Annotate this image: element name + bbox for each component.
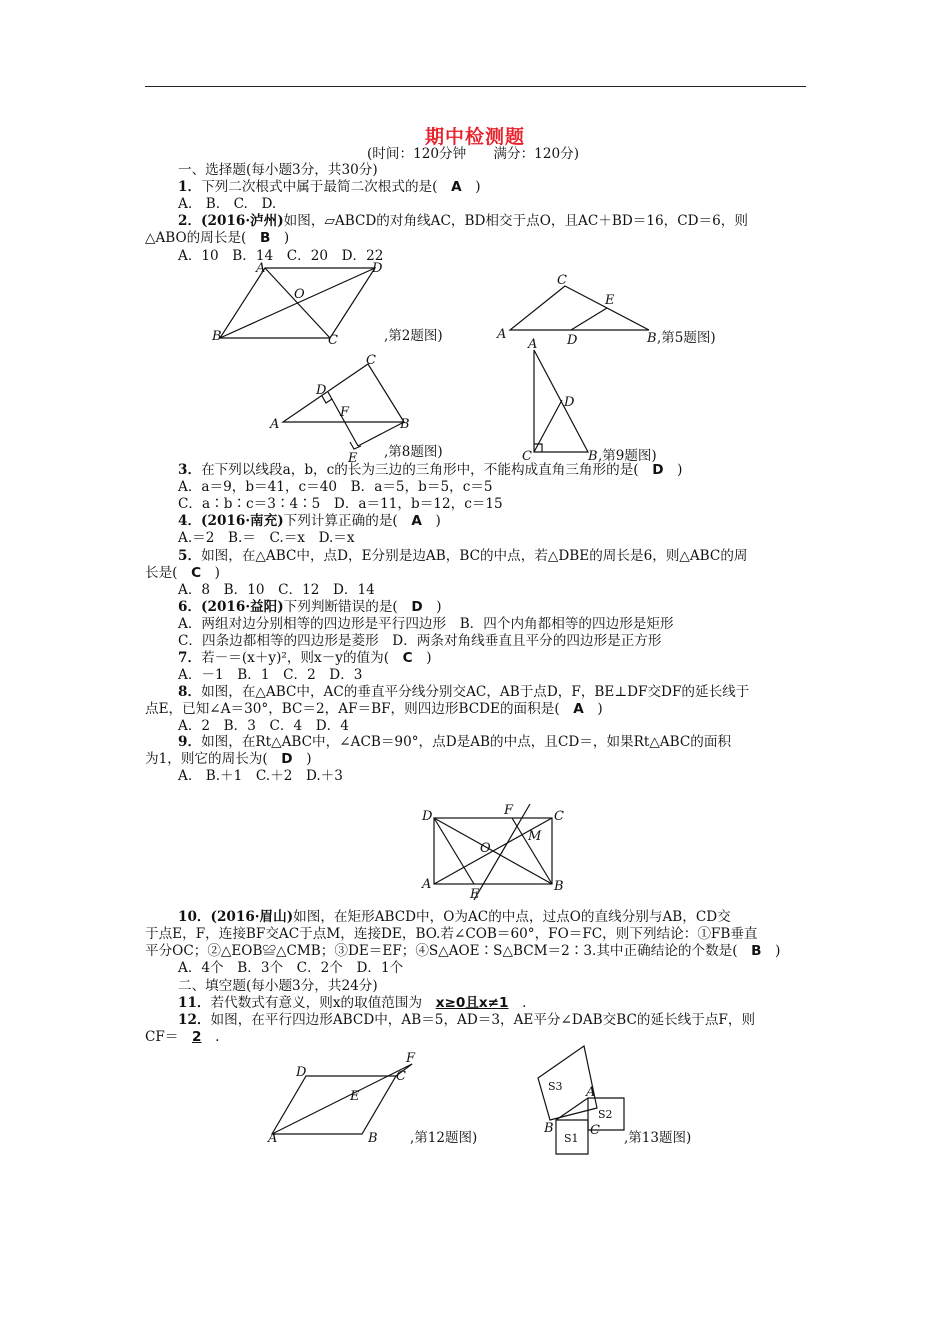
label-A: A (497, 327, 507, 342)
label-D: D (296, 1065, 307, 1080)
line-end: . (522, 995, 527, 1011)
label-A: A (270, 417, 280, 432)
line-end: ) (775, 943, 781, 959)
answer: B (259, 230, 271, 246)
question-line (178, 162, 378, 179)
question-number: 11． (178, 995, 211, 1011)
question-text: CF＝ (145, 1029, 179, 1045)
caption-fig13: ,第13题图) (624, 1130, 692, 1146)
question-text: 在下列以线段a，b，c的长为三边的三角形中，不能构成直角三角形的是( (201, 462, 639, 478)
answer: D (411, 599, 423, 615)
question-line (178, 599, 442, 616)
label-B: B (212, 329, 222, 344)
answer: A (451, 179, 462, 195)
label-B: B (554, 879, 564, 894)
answer: A (573, 701, 584, 717)
question-line (145, 926, 758, 943)
label-A: A (528, 337, 538, 352)
question-number: 1． (178, 179, 202, 195)
page-title: 期中检测题 (424, 126, 525, 148)
question-text: 长是( (145, 565, 178, 581)
label-B: B (400, 417, 410, 432)
label-F: F (504, 803, 514, 818)
question-line (178, 616, 674, 633)
label-D: D (316, 383, 327, 398)
question-line (145, 565, 220, 582)
question-line (145, 943, 780, 960)
question-line (145, 751, 312, 768)
label-A: A (422, 877, 432, 892)
answer: C (191, 565, 202, 581)
caption-fig8: ,第8题图) (384, 444, 443, 460)
question-number: 4．(2016·南充) (178, 513, 284, 529)
figure-10 (420, 804, 570, 904)
question-line (178, 667, 362, 684)
question-number: 5． (178, 548, 202, 564)
question-text: 如图，在△ABC中，点D，E分别是边AB，BC的中点，若△DBE的周长是6，则△ABC的周 (201, 548, 748, 564)
question-number: 7． (178, 650, 202, 666)
question-number: 9． (178, 734, 202, 750)
question-text: 于点E，F，连接BF交AC于点M，连接DE，BO.若∠COB＝60°，FO＝FC，则下列结论：①FB垂直 (145, 926, 758, 942)
question-text: 如图，在△ABC中，AC的垂直平分线分别交AC，AB于点D，F，BE⊥DF交DF的延长线于 (201, 684, 750, 700)
question-line (178, 734, 731, 751)
question-line (178, 513, 441, 530)
question-line (178, 530, 355, 547)
question-text: A．a＝9，b＝41，c＝40 B．a＝5，b＝5，c＝5 (178, 479, 493, 495)
line-end: ) (475, 179, 481, 195)
label-A: A (586, 1085, 596, 1100)
question-text: C．a∶b∶c＝3∶4∶5 D．a＝11，b＝12，c＝15 (178, 496, 503, 512)
line-end: ) (283, 230, 290, 246)
question-line (178, 718, 349, 735)
fill-blank-answer: x≥0且x≠1 (435, 995, 509, 1011)
line-end: ) (426, 650, 432, 666)
question-line (178, 768, 343, 785)
question-text: C．四条边都相等的四边形是菱形 D．两条对角线垂直且平分的四边形是正方形 (178, 633, 662, 649)
label-D: D (422, 809, 433, 824)
question-text: 点E，已知∠A＝30°，BC＝2，AF＝BF，则四边形BCDE的面积是( (145, 701, 560, 717)
question-text: 如图，在矩形ABCD中，O为AC的中点，过点O的直线分别与AB，CD交 (293, 909, 731, 925)
figure-12 (264, 1051, 524, 1150)
question-text: A．－1 B．1 C．2 D．3 (178, 667, 363, 683)
label-B: B (544, 1121, 554, 1136)
question-line (178, 1012, 755, 1029)
answer: D (281, 751, 293, 767)
label-S1: S1 (564, 1132, 579, 1145)
caption-fig2: ,第2题图) (384, 328, 443, 344)
question-line (178, 633, 662, 650)
question-line (178, 496, 503, 513)
exam-info: (时间：120分钟 满分：120分) (367, 146, 580, 162)
label-C: C (590, 1123, 600, 1138)
label-F: F (340, 405, 350, 420)
question-line (178, 462, 682, 479)
line-end: ) (436, 599, 442, 615)
label-A: A (256, 261, 266, 276)
line-end: ) (677, 462, 683, 478)
label-E: E (470, 887, 480, 902)
caption-fig12: ,第12题图) (410, 1130, 478, 1146)
question-number: 2．(2016·泸州) (178, 213, 284, 229)
caption-fig5: ,第5题图) (657, 330, 716, 346)
label-E: E (605, 293, 615, 308)
question-text: A．10 B．14 C．20 D．22 (178, 248, 384, 264)
question-line (178, 909, 731, 926)
question-line (178, 684, 749, 701)
question-line (145, 1029, 219, 1046)
label-S3: S3 (548, 1080, 563, 1093)
question-text: 平分OC；②△EOB≌△CMB；③DE＝EF；④S△AOE∶S△BCM＝2∶3.其中正确结论的个数是( (145, 943, 738, 959)
question-number: 8． (178, 684, 202, 700)
label-F: F (406, 1051, 416, 1066)
question-line (178, 995, 526, 1012)
question-text: A. B.＋1 C.＋2 D.＋3 (178, 768, 343, 784)
answer: C (402, 650, 413, 666)
question-line (178, 548, 748, 565)
caption-fig9: ,第9题图) (598, 448, 657, 464)
top-rule (145, 86, 806, 87)
answer: A (411, 513, 422, 529)
question-text: A. B. C. D. (178, 196, 277, 212)
question-line (145, 230, 289, 247)
question-text: 一、选择题(每小题3分，共30分) (178, 162, 378, 178)
label-C: C (554, 809, 564, 824)
question-line (178, 479, 493, 496)
line-end: ) (597, 701, 603, 717)
line-end: ) (214, 565, 220, 581)
question-text: 为1，则它的周长为( (145, 751, 268, 767)
figure-13 (508, 1046, 748, 1146)
answer: B (751, 943, 762, 959)
question-text: A．8 B．10 C．12 D．14 (178, 582, 375, 598)
question-text: 二、填空题(每小题3分，共24分) (178, 978, 378, 994)
question-text: 下列判断错误的是( (283, 599, 398, 615)
label-C: C (328, 333, 338, 348)
label-O: O (480, 841, 491, 856)
label-E: E (350, 1089, 360, 1104)
question-number: 12． (178, 1012, 211, 1028)
label-D: D (564, 395, 575, 410)
question-text: △ABO的周长是( (145, 230, 247, 246)
line-end: ) (435, 513, 441, 529)
label-S2: S2 (598, 1108, 613, 1121)
question-text: 下列计算正确的是( (283, 513, 398, 529)
line-end: ) (306, 751, 312, 767)
question-number: 6．(2016·益阳) (178, 599, 284, 615)
question-text: A.＝2 B.＝ C.＝x D.＝x (178, 530, 355, 546)
question-text: A．两组对边分别相等的四边形是平行四边形 B．四个内角都相等的四边形是矩形 (178, 616, 674, 632)
question-line (178, 213, 748, 230)
question-text: A．4个 B．3个 C．2个 D．1个 (178, 960, 404, 976)
label-C: C (522, 449, 532, 464)
label-O: O (294, 287, 305, 302)
question-text: 如图，▱ABCD的对角线AC，BD相交于点O，且AC＋BD＝16，CD＝6，则 (283, 213, 748, 229)
figure-2 (210, 258, 450, 348)
line-end: . (215, 1029, 220, 1045)
question-text: A．2 B．3 C．4 D．4 (178, 718, 349, 734)
label-D: D (372, 261, 383, 276)
question-text: 如图，在平行四边形ABCD中，AB＝5，AD＝3，AE平分∠DAB交BC的延长线于点F，则 (210, 1012, 756, 1028)
label-M: M (528, 829, 542, 844)
label-B: B (368, 1131, 378, 1146)
answer: D (652, 462, 664, 478)
question-text: 若代数式有意义，则x的取值范围为 (210, 995, 423, 1011)
label-A: A (268, 1131, 278, 1146)
label-E: E (348, 451, 358, 466)
label-B: B (588, 449, 598, 464)
question-number: 3． (178, 462, 202, 478)
label-C: C (396, 1069, 406, 1084)
label-B: B (647, 331, 657, 346)
figure-8 (268, 353, 528, 466)
fill-blank-answer: 2 (192, 1029, 202, 1045)
label-D: D (567, 333, 578, 348)
question-number: 10．(2016·眉山) (178, 909, 294, 925)
question-line (178, 582, 375, 599)
label-C: C (366, 353, 376, 368)
label-C: C (557, 273, 567, 288)
question-line (178, 650, 432, 667)
question-text: 若－＝(x＋y)²，则x－y的值为( (201, 650, 390, 666)
question-line (178, 196, 276, 213)
question-line (178, 978, 378, 995)
question-line (178, 179, 481, 196)
question-line (145, 701, 603, 718)
question-line (178, 960, 403, 977)
question-text: 下列二次根式中属于最简二次根式的是( (201, 179, 438, 195)
question-text: 如图，在Rt△ABC中，∠ACB＝90°，点D是AB的中点，且CD＝，如果Rt△ABC的面积 (201, 734, 732, 750)
